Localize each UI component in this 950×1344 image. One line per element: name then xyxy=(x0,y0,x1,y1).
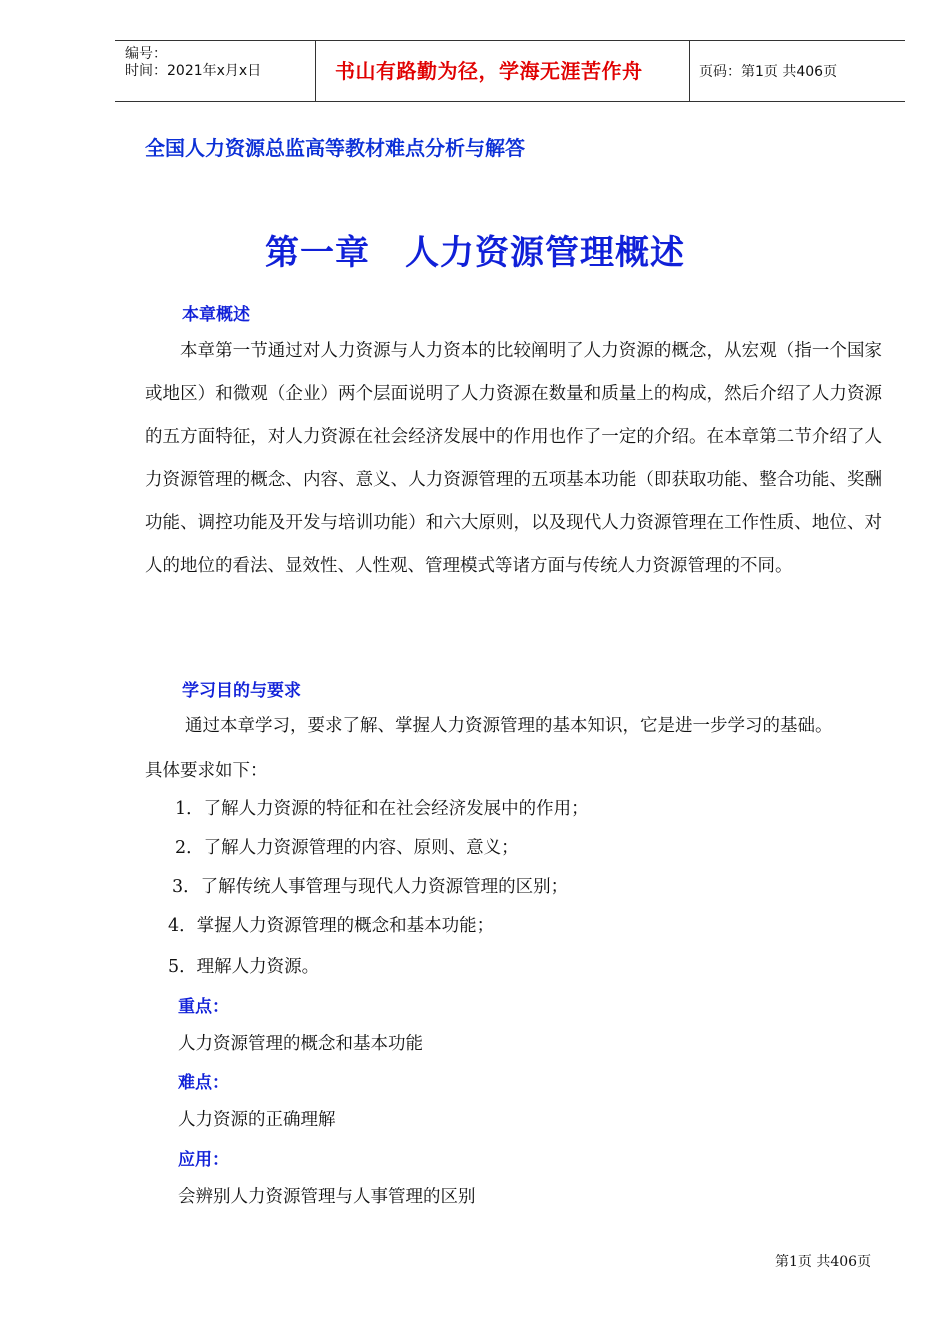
goals-heading: 学习目的与要求 xyxy=(182,681,301,701)
requirement-item: 1．了解人力资源的特征和在社会经济发展中的作用； xyxy=(175,799,589,819)
requirement-item: 4．掌握人力资源管理的概念和基本功能； xyxy=(168,916,495,936)
difficulty-label: 难点： xyxy=(178,1073,229,1093)
footer-page-number: 第1页 共406页 xyxy=(775,1254,872,1270)
document-subtitle: 全国人力资源总监高等教材难点分析与解答 xyxy=(145,136,525,160)
requirement-item: 2．了解人力资源管理的内容、原则、意义； xyxy=(175,838,519,858)
goals-intro-continued: 具体要求如下： xyxy=(145,761,268,781)
header-divider xyxy=(689,41,690,101)
header-code-label: 编号： xyxy=(125,46,167,62)
header-page-label: 页码：第1页 共406页 xyxy=(699,64,838,80)
overview-text: 本章第一节通过对人力资源与人力资本的比较阐明了人力资源的概念，从宏观（指一个国家或地区）和微观（企业）两个层面说明了人力资源在数量和质量上的构成，然后介绍了人力资源的五方面特征，对人力资源在社会经济发展中的作用也作了一定的介绍。在本章第二节介绍了人力资源管理的概念、内容、意义、人力资源管理的五项基本功能（即获取功能、整合功能、奖酬功能、调控功能及开发与培训功能）和六大原则，以及现代人力资源管理在工作性质、地位、对人的地位的看法、显效性、人性观、管理模式等诸方面与传统人力资源管理的不同。 xyxy=(145,341,882,576)
key-points-label: 重点： xyxy=(178,997,229,1017)
page-header xyxy=(115,40,905,102)
application-text: 会辨别人力资源管理与人事管理的区别 xyxy=(178,1187,476,1207)
key-points-text: 人力资源管理的概念和基本功能 xyxy=(178,1034,423,1054)
chapter-title: 第一章 人力资源管理概述 xyxy=(265,233,685,273)
header-time-label: 时间：2021年x月x日 xyxy=(125,63,262,79)
header-motto: 书山有路勤为径，学海无涯苦作舟 xyxy=(335,59,643,83)
difficulty-text: 人力资源的正确理解 xyxy=(178,1110,336,1130)
requirement-item: 3．了解传统人事管理与现代人力资源管理的区别； xyxy=(172,877,569,897)
application-label: 应用： xyxy=(178,1150,229,1170)
overview-paragraph xyxy=(145,330,882,588)
header-divider xyxy=(315,41,316,101)
requirement-item: 5．理解人力资源。 xyxy=(168,957,320,977)
goals-intro: 通过本章学习，要求了解、掌握人力资源管理的基本知识，它是进一步学习的基础。 xyxy=(185,716,833,736)
overview-heading: 本章概述 xyxy=(182,305,250,325)
